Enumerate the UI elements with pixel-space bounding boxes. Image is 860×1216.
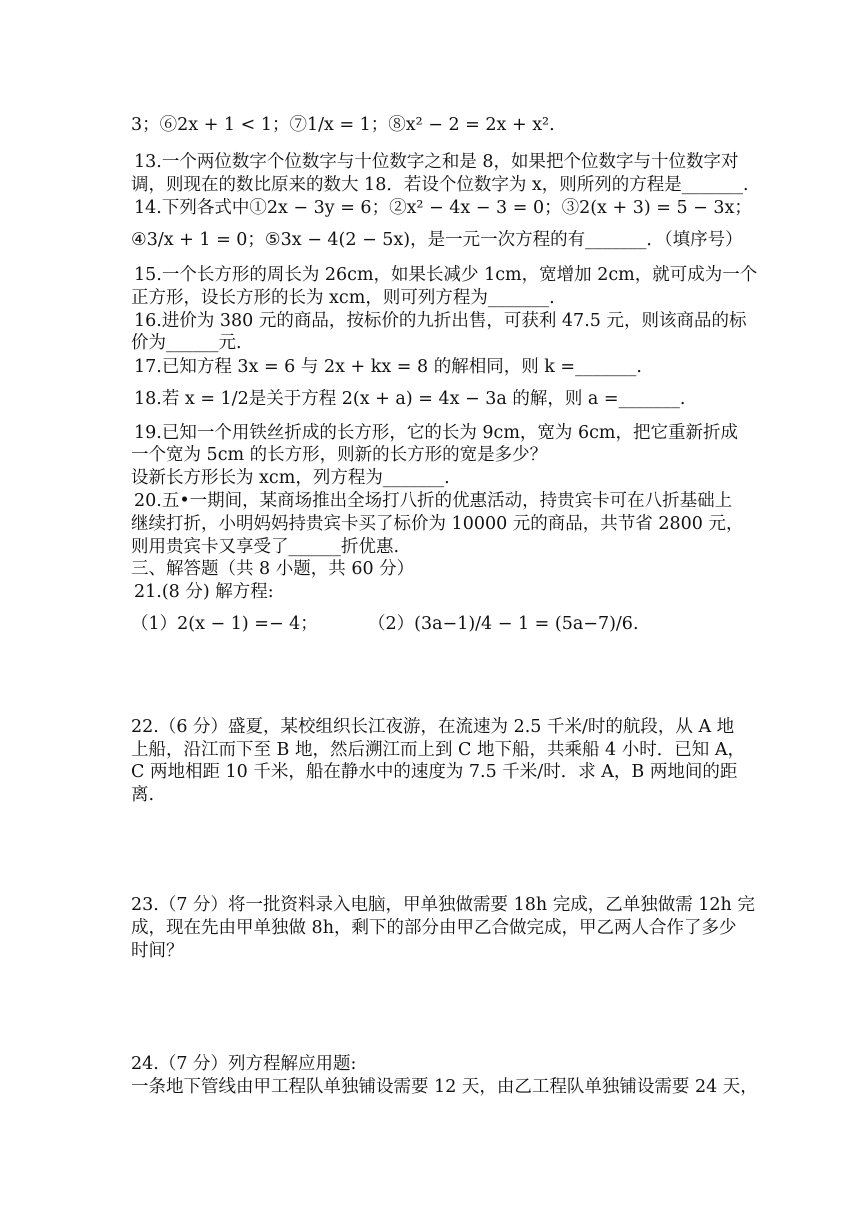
question-18: 18.若 x = 1/2是关于方程 2(x + a) = 4x − 3a 的解，则 a =_______. xyxy=(134,389,686,409)
question-22-line-3: C 两地相距 10 千米，船在静水中的速度为 7.5 千米/时．求 A，B 两地间的距 xyxy=(131,762,738,782)
question-15-line-1: 15.一个长方形的周长为 26cm，如果长减少 1cm，宽增加 2cm，就可成为一个 xyxy=(134,265,758,285)
question-23-line-1: 23.（7 分）将一批资料录入电脑，甲单独做需要 18h 完成，乙单独做需 12h 完 xyxy=(131,895,755,915)
question-24-line-2: 一条地下管线由甲工程队单独铺设需要 12 天，由乙工程队单独铺设需要 24 天， xyxy=(131,1077,758,1097)
question-22-line-2: 上船，沿江而下至 B 地，然后溯江而上到 C 地下船，共乘船 4 小时．已知 A， xyxy=(131,740,745,760)
question-14-line-2: ④3/x + 1 = 0；⑤3x − 4(2 − 5x)，是一元一次方程的有_______．（填序号） xyxy=(131,230,743,250)
question-22-line-1: 22.（6 分）盛夏，某校组织长江夜游，在流速为 2.5 千米/时的航段，从 A 地 xyxy=(131,717,735,737)
question-24-line-1: 24.（7 分）列方程解应用题: xyxy=(131,1054,357,1074)
question-21-part-1: （1）2(x − 1) =− 4； xyxy=(131,614,318,634)
question-21: 21.(8 分) 解方程: xyxy=(134,582,274,602)
question-16-line-1: 16.进价为 380 元的商品，按标价的九折出售，可获利 47.5 元，则该商品的标 xyxy=(134,311,747,331)
question-23-line-2: 成，现在先由甲单独做 8h，剩下的部分由甲乙合做完成，甲乙两人合作了多少 xyxy=(131,918,737,938)
question-13-line-2: 调，则现在的数比原来的数大 18．若设个位数字为 x，则所列的方程是_______. xyxy=(131,175,749,195)
question-19-line-1: 19.已知一个用铁丝折成的长方形，它的长为 9cm，宽为 6cm，把它重新折成 xyxy=(134,423,739,443)
question-19-line-2: 一个宽为 5cm 的长方形，则新的长方形的宽是多少？ xyxy=(131,445,548,465)
question-13-line-1: 13.一个两位数字个位数字与十位数字之和是 8，如果把个位数字与十位数字对 xyxy=(134,152,739,172)
question-20-line-3: 则用贵宾卡又享受了______折优惠. xyxy=(131,537,400,557)
question-21-part-2: （2）(3a−1)/4 − 1 = (5a−7)/6. xyxy=(368,614,639,634)
question-23-line-3: 时间？ xyxy=(131,941,184,961)
question-22-line-4: 离. xyxy=(131,785,155,805)
question-15-line-2: 正方形，设长方形的长为 xcm，则可列方程为_______. xyxy=(131,288,555,308)
question-17: 17.已知方程 3x = 6 与 2x + kx = 8 的解相同，则 k =_______. xyxy=(134,357,642,377)
text-line-options-6-8: 3；⑥2x + 1 < 1；⑦1/x = 1；⑧x² − 2 = 2x + x². xyxy=(131,115,555,135)
section-3-heading: 三、解答题（共 8 小题，共 60 分） xyxy=(131,559,415,579)
question-20-line-2: 继续打折，小明妈妈持贵宾卡买了标价为 10000 元的商品，共节省 2800 元， xyxy=(131,514,744,534)
question-14-line-1: 14.下列各式中①2x − 3y = 6；②x² − 4x − 3 = 0；③2(x + 3) = 5 − 3x； xyxy=(134,198,752,218)
question-19-line-3: 设新长方形长为 xcm，列方程为_______. xyxy=(131,468,450,488)
question-20-line-1: 20.五•一期间，某商场推出全场打八折的优惠活动，持贵宾卡可在八折基础上 xyxy=(134,491,733,511)
question-16-line-2: 价为______元. xyxy=(131,333,242,353)
